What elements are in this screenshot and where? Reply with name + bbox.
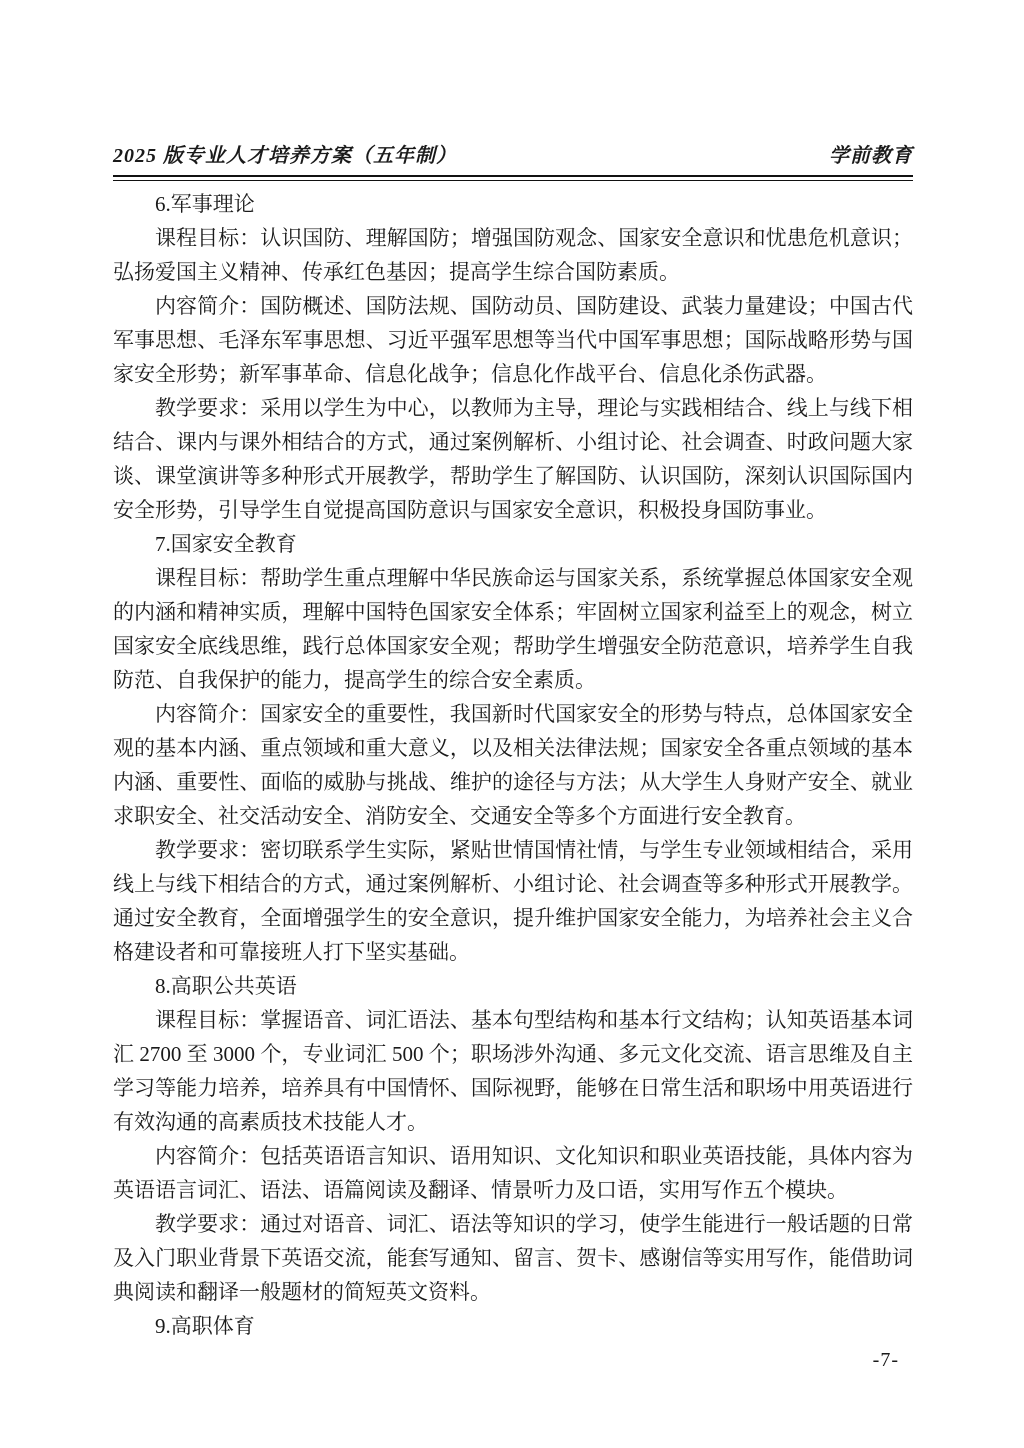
section-heading: 6.军事理论 bbox=[155, 192, 255, 216]
header-left-title: 2025 版专业人才培养方案（五年制） bbox=[113, 145, 457, 167]
paragraph: 内容简介：国家安全的重要性，我国新时代国家安全的形势与特点，总体国家安全观的基本内涵、重点领域和重大意义，以及相关法律法规；国家安全各重点领域的基本内涵、重要性、面临的威胁与挑战、维护的途径与方法；从大学生人身财产安全、就业求职安全、社交活动安全、消防安全、交通安全等多个方面进行安全教育。 bbox=[113, 702, 913, 828]
page-footer bbox=[113, 1349, 913, 1372]
paragraph: 课程目标：帮助学生重点理解中华民族命运与国家关系，系统掌握总体国家安全观的内涵和精神实质，理解中国特色国家安全体系；牢固树立国家利益至上的观念，树立国家安全底线思维，践行总体国家安全观；帮助学生增强安全防范意识，培养学生自我防范、自我保护的能力，提高学生的综合安全素质。 bbox=[113, 566, 913, 692]
paragraph: 课程目标：认识国防、理解国防；增强国防观念、国家安全意识和忧患危机意识；弘扬爱国主义精神、传承红色基因；提高学生综合国防素质。 bbox=[113, 226, 913, 284]
paragraph: 教学要求：密切联系学生实际，紧贴世情国情社情，与学生专业领域相结合，采用线上与线下相结合的方式，通过案例解析、小组讨论、社会调查等多种形式开展教学。通过安全教育，全面增强学生的安全意识，提升维护国家安全能力，为培养社会主义合格建设者和可靠接班人打下坚实基础。 bbox=[113, 838, 913, 964]
page-number: -7- bbox=[872, 1349, 899, 1371]
paragraph: 内容简介：国防概述、国防法规、国防动员、国防建设、武装力量建设；中国古代军事思想、毛泽东军事思想、习近平强军思想等当代中国军事思想；国际战略形势与国家安全形势；新军事革命、信息化战争；信息化作战平台、信息化杀伤武器。 bbox=[113, 294, 913, 386]
header-right-title: 学前教育 bbox=[829, 145, 913, 167]
paragraph: 教学要求：通过对语音、词汇、语法等知识的学习，使学生能进行一般话题的日常及入门职业背景下英语交流，能套写通知、留言、贺卡、感谢信等实用写作，能借助词典阅读和翻译一般题材的简短英文资料。 bbox=[113, 1212, 913, 1304]
page-header bbox=[113, 139, 913, 181]
paragraph: 内容简介：包括英语语言知识、语用知识、文化知识和职业英语技能，具体内容为英语语言词汇、语法、语篇阅读及翻译、情景听力及口语，实用写作五个模块。 bbox=[113, 1144, 913, 1202]
page-header-row bbox=[113, 139, 913, 175]
paragraph: 课程目标：掌握语音、词汇语法、基本句型结构和基本行文结构；认知英语基本词汇 2700 至 3000 个，专业词汇 500 个；职场涉外沟通、多元文化交流、语言思维及自主学习等能力培养，培养具有中国情怀、国际视野，能够在日常生活和职场中用英语进行有效沟通的高素质技术技能人才。 bbox=[113, 1008, 913, 1134]
document-body bbox=[113, 187, 913, 1343]
section-heading: 9.高职体育 bbox=[155, 1314, 255, 1338]
section-heading: 7.国家安全教育 bbox=[155, 532, 297, 556]
header-divider bbox=[113, 175, 913, 181]
section-heading: 8.高职公共英语 bbox=[155, 974, 297, 998]
paragraph: 教学要求：采用以学生为中心，以教师为主导，理论与实践相结合、线上与线下相结合、课内与课外相结合的方式，通过案例解析、小组讨论、社会调查、时政问题大家谈、课堂演讲等多种形式开展教学，帮助学生了解国防、认识国防，深刻认识国际国内安全形势，引导学生自觉提高国防意识与国家安全意识，积极投身国防事业。 bbox=[113, 396, 913, 522]
